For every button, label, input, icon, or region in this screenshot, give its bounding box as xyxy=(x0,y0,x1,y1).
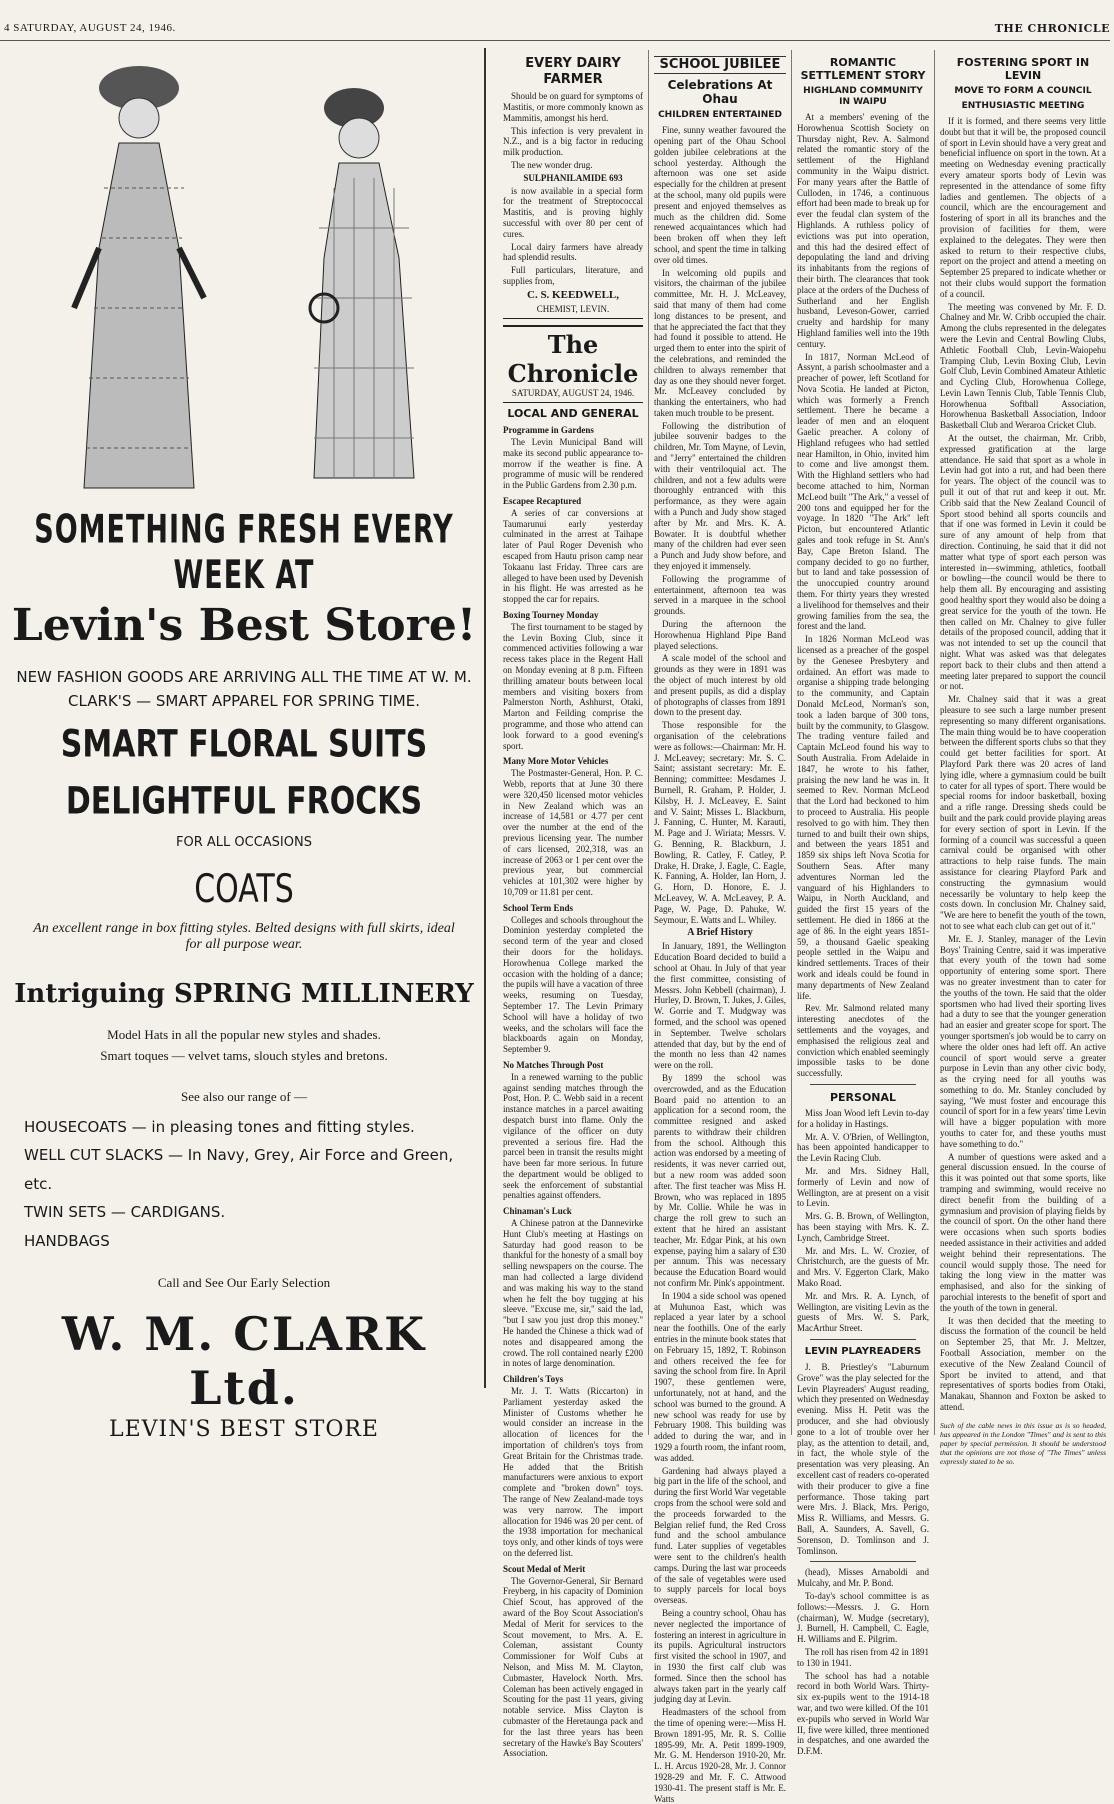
jubilee-subheading: Celebrations At Ohau xyxy=(667,77,773,106)
ad-millinery: Intriguing SPRING MILLINERY xyxy=(14,979,474,1009)
jubilee-heading: SCHOOL JUBILEE xyxy=(654,56,786,74)
paragraph: Mr. J. T. Watts (Riccarton) in Parliament yesterday asked the Minister of Customs whether he would consider an increase in the allocation of licences for the importation of children's toys from Great Britain for the Christmas trade. He added that the British manufacturers were anxious to export complete and "broken down" toys. The range of New Zealand-made toys was very narrow. The import allocation for 1946 was 20 per cent. of the 1938 importation for mechanical toys only, and other kinds of toys were on the deferred list. xyxy=(503,1386,643,1558)
section-title: Programme in Gardens xyxy=(503,425,594,436)
paragraph: The Levin Municipal Band will make its second public appearance to-morrow if the weather is fine. A programme of music will be rendered in the Public Gardens from 2.30 p.m. xyxy=(503,437,643,491)
sport-subheading-2: ENTHUSIASTIC MEETING xyxy=(961,101,1085,112)
paragraph: Mr. A. V. O'Brien, of Wellington, has been appointed handicapper to the Levin Racing Club. xyxy=(797,1131,929,1164)
masthead-date: SATURDAY, AUGUST 24, 1946. xyxy=(503,388,643,403)
history-subheading: A Brief History xyxy=(687,927,753,939)
paragraph: Gardening had always played a big part in the life of the school, and during the first World War vegetable crops from the school were sold and the proceeds forwarded to the Belgian relief fund, the Red Cross fund and the school ambulance fund. Later supplies of vegetables were sent to the children's health camps. During the last war proceeds of the sale of vegetables were used to supply parcels for local boys overseas. xyxy=(654,1465,786,1606)
ad-headline: SOMETHING FRESH EVERY WEEK AT xyxy=(34,507,454,599)
paragraph: In 1904 a side school was opened at Muhunoa East, which was replaced a year later by a school near the foothills. One of the early entries in the minute book states that on February 15, 1892, T. Robinson and others received the fee for saving the school from fire. In April 1907, these gentlemen were, unfortunately, not at hand, and the school was burned to the ground. A new school was ready for use by February 1908. This building was added to during the war, and in 1929 a fourth room, the infant room, was added. xyxy=(654,1290,786,1463)
column-rule xyxy=(934,50,935,1435)
paragraph: The roll has risen from 42 in 1891 to 130 in 1941. xyxy=(797,1646,929,1668)
paragraph: The school has had a notable record in both World Wars. Thirty-six ex-pupils went to the 1914-18 war, and two were killed. Of the 101 ex-pupils who served in World War II, five were killed, three mentioned in despatches, and one awarded the D.F.M. xyxy=(797,1670,929,1757)
column-rule xyxy=(648,50,649,1435)
clark-advertisement xyxy=(4,48,486,1443)
paragraph: A Chinese patron at the Dannevirke Hunt Club's meeting at Hastings on Saturday had good reason to be thankful for the honesty of a small boy selling newspapers on the course. The man had collected a large dividend and was making his way to the stand when he felt the boy tugging at his sleeve. "Excuse me, sir," said the lad, "but I saw you just drop this money." He handed the Chinese a thick wad of notes and disappeared among the crowd. The roll contained nearly £200 in notes of large denomination. xyxy=(503,1218,643,1369)
paragraph: The Governor-General, Sir Bernard Freyberg, in his capacity of Dominion Chief Scout, has approved of the award of the Boy Scout Association's Medal of Merit for services to the Scout movement, to Mrs. A. E. Coleman, assistant County Commissioner for Wolf Cubs at Nelson, and Miss M. M. Clayton, Cubmaster, Havelock North. Mrs. Coleman has been actively engaged in Scouting for the past 11 years, giving notable service. Miss Clayton is cubmaster of the Heretaunga pack and for the last three years has been secretary of the Hawke's Bay Scouters' Association. xyxy=(503,1575,643,1759)
page-header xyxy=(0,22,1114,42)
section-title: No Matches Through Post xyxy=(503,1059,604,1070)
drug-name: SULPHANILAMIDE 693 xyxy=(523,172,623,183)
header-rule xyxy=(0,40,1110,41)
paragraph: To-day's school committee is as follows:—Messrs. J. G. Horn (chairman), W. Mudge (secretary), J. Burnell, H. Campbell, C. Eagle, H. Williams and E. Pilgrim. xyxy=(797,1590,929,1645)
masthead: The Chronicle xyxy=(503,325,643,389)
ad-millinery-line1: Model Hats in all the popular new styles and shades. xyxy=(107,1027,381,1042)
paragraph: Following the distribution of jubilee souvenir badges to the children, Mr. Tom Mayne, of Levin, and "Jerry" entertained the children with their ventriloquial act. The children, and not a few adults were thoroughly entranced with this performance, as they were again with a Punch and Judy show staged after by Mr. and Mrs. K. A. Bowater. It is doubtful whether many of the children had ever seen a Punch and Judy show before, and they enjoyed it immensely. xyxy=(654,420,786,572)
paragraph: If it is formed, and there seems very little doubt but that it will be, the proposed council of sport in Levin should have a very great and beneficial influence on sport in the town. At a meeting on Wednesday evening practically every amateur sports body of Levin was represented in the attendance of some fifty ladies and gentlemen. The objects of a council, which are the encouragement and fostering of sport in all its branches and the provision of facilities for them, were explained to the delegates. They were then asked to return to their respective clubs, report on the project and attend a meeting on September 25 prepared to indicate whether or not their clubs would support the formation of a council. xyxy=(940,115,1106,299)
header-paper-name: THE CHRONICLE xyxy=(994,22,1110,35)
paragraph: Fine, sunny weather favoured the opening part of the Ohau School golden jubilee celebrations at the school yesterday. Although the afternoon was one set aside especially for the children at present at the school, many old pupils were present and enjoyed themselves as much as the children did. Some renewed acquaintances which had been broken off when they left school, and spent the time in talking over old times. xyxy=(654,125,786,265)
ad-items-list xyxy=(24,1113,464,1256)
paragraph: J. B. Priestley's "Laburnum Grove" was the play selected for the Levin Playreaders' August reading, which they presented on Wednesday evening. Miss H. Petit was the producer, and she had obviously gone to a lot of trouble over her play, as the attention to detail, and, in fact, the whole style of the presentation was very pleasing. An excellent cast of readers co-operated with their producer to give a fine performance. Those taking part were Mrs. J. Black, Mrs. Perigo, Miss R. Williams, and Messrs. G. Ball, A. Saunders, A. Savell, G. Sorenson, D. Tomlinson and J. Tomlinson. xyxy=(797,1362,929,1556)
paragraph: Rev. Mr. Salmond related many interesting anecdotes of the settlements and the voyages, and emphasised the religious zeal and conviction which enabled seemingly impossible tasks to be done successfully. xyxy=(797,1003,929,1079)
paragraph: Being a country school, Ohau has never neglected the importance of fostering an interest in agriculture in its pupils. Agricultural instructors first visited the school in 1907, and in 1930 the first calf club was formed. Since then the school has always taken part in the yearly calf judging day at Levin. xyxy=(654,1607,786,1705)
section-title: Scout Medal of Merit xyxy=(503,1563,586,1574)
settlement-heading: ROMANTIC SETTLEMENT STORY xyxy=(800,56,926,83)
divider xyxy=(810,1339,916,1340)
paragraph: This infection is very prevalent in N.Z., and is a big factor in reducing milk production. xyxy=(503,125,643,158)
playreaders-heading: LEVIN PLAYREADERS xyxy=(804,1346,922,1358)
personal-heading: PERSONAL xyxy=(829,1090,897,1104)
section-title: School Term Ends xyxy=(503,902,574,913)
paragraph: Mr. E. J. Stanley, manager of the Levin Boys' Training Centre, said it was imperative that every youth of the town had some opportunity of entering some sport. There was no greater investment than to cater for the youths of the town. He said that the older sportsmen who had lived their sporting lives had a duty to see that the younger generation had an easier and greater scope for sport. The younger sportsmen's job would be to carry on where the older ones had left off. An active council of sport would serve a greater purpose in Levin than any other civic body, as the crying need for all youths was something to do. Mr. Stanley concluded by saying, "We must foster and encourage this council of sport for in a few years' time Levin will have a bigger population with more youths to cater for, and these youths must have something to do." xyxy=(940,933,1106,1149)
paragraph: During the afternoon the Horowhenua Highland Pipe Band played selections. xyxy=(654,619,786,651)
paragraph: In January, 1891, the Wellington Education Board decided to build a school at Ohau. In July of that year the first committee, consisting of Messrs. John Kebbell (chairman), J. Hurley, D. Brown, T. Jukes, J. Giles, W. Gorrie and T. Mudgway was formed, and the school was opened in September. Twelve scholars attended that day, but by the end of the month no less than 42 names were on the roll. xyxy=(654,941,786,1071)
paragraph: By 1899 the school was overcrowded, and as the Education Board paid no attention to an application for a second room, the committee resigned and asked parents to withdraw their children from the school. Although this action was endorsed by a meeting of residents, it was never carried out, but a new room was added soon after. The first teacher was Miss H. Brown, who was replaced in 1895 by Mr. Collie. While he was in charge the roll grew to such an extent that he hired an assistant teacher, Mr. Edgar Pink, at his own expense, paying him a salary of £30 per annum. This was necessary because the Education Board would not confirm Mr. Pink's appointment. xyxy=(654,1072,786,1289)
woman-illustration-left-icon xyxy=(44,48,234,508)
dairy-heading: EVERY DAIRY FARMER xyxy=(525,56,621,87)
paragraph: Miss Joan Wood left Levin to-day for a holiday in Hastings. xyxy=(797,1108,929,1129)
divider xyxy=(810,1084,916,1085)
column-dairy-and-local xyxy=(503,50,643,1759)
ad-item: WELL CUT SLACKS — In Navy, Grey, Air Force and Green, etc. xyxy=(24,1146,454,1193)
paragraph: Following the programme of entertainment, afternoon tea was served in a marquee in the school grounds. xyxy=(654,573,786,617)
paragraph: At the outset, the chairman, Mr. Cribb, expressed gratification at the large attendance. He said that sport as a whole in Levin had got into a rut, and had been there for years. The object of the council was to pull it out of that rut and keep it out. Mr. Cribb said that the New Zealand Council of Sport stood behind all sports councils and that if one was formed in Levin it could be sure of any amount of help from that direction. Continuing, he said that it did not matter what type of sport each person was interested in—swimming, athletics, football or bowling—the council would be there to help them all. By encouraging and assisting good healthy sport they would also be doing a great service for the youth of the town. He then called on Mr. Chalney to give fuller details of the proposed council, adding that it was not intended to set up the council that night. What was asked was that delegates report back to their clubs and then attend a meeting later prepared to support the council or not. xyxy=(940,433,1106,692)
header-date: 4 SATURDAY, AUGUST 24, 1946. xyxy=(4,22,176,34)
paragraph: Mr. and Mrs. L. W. Crozier, of Christchurch, are the guests of Mr. and Mrs. V. Eggerton Clark, Mako Mako Road. xyxy=(797,1245,929,1289)
column-fostering-sport xyxy=(940,50,1106,1466)
ad-frocks: DELIGHTFUL FROCKS xyxy=(65,779,423,824)
sport-heading: FOSTERING SPORT IN LEVIN xyxy=(956,56,1090,83)
paragraph: In welcoming old pupils and visitors, the chairman of the jubilee committee, Mr. H. J. McLeavey, said that many of them had come long distances to be present, and that he appreciated the fact that they had found it possible to attend. He urged them to enter into the spirit of the celebrations, and reminded the children to always remember that day as one they should never forget. Mr. McLeavey concluded by thanking the entertainers, who had taken much trouble to be present. xyxy=(654,267,786,418)
sport-subheading: MOVE TO FORM A COUNCIL xyxy=(954,86,1092,97)
fashion-illustration xyxy=(4,48,484,508)
settlement-subheading: HIGHLAND COMMUNITY IN WAIPU xyxy=(803,86,923,108)
ad-occasions: FOR ALL OCCASIONS xyxy=(176,835,312,850)
paragraph: The meeting was convened by Mr. F. D. Chalney and Mr. W. Cribb occupied the chair. Among the clubs represented in the delegates were the Levin and Central Bowling Clubs, Athletic Football Club, Levin-Waiopehu Tramping Club, Levin Boxing Club, Levin Golf Club, Levin Combined Amateur Athletic and Cycling Club, Horowhenua College, Levin Lawn Tennis Club, Table Tennis Club, Horowhenua Softball Association, Horowhenua Basketball Association, Indoor Basketball Club and Weraroa Cricket Club. xyxy=(940,301,1106,431)
ad-call: Call and See Our Early Selection xyxy=(157,1275,331,1291)
paragraph: A scale model of the school and grounds as they were in 1891 was the object of much interest by old and present pupils, as did a display of photographs of classes from 1891 down to the present day. xyxy=(654,653,786,718)
paragraph: A number of questions were asked and a general discussion ensued. In the course of this it was pointed out that some sports, like tramping and swimming, would receive no direct benefit from the building of a gymnasium and provision of playing fields by the council of sport. On the other hand there were occasions when such sports bodies needed assistance in their activities and added weight behind their representations. The council would supply those. The need for taking the long view in the matter was emphasised, and also for the sinking of parochial interests to the benefit of sport and the youth of the town in general. xyxy=(940,1151,1106,1313)
ad-company-name: W. M. CLARK Ltd. xyxy=(61,1307,427,1416)
ad-item: HANDBAGS xyxy=(24,1231,110,1250)
ad-millinery-line2: Smart toques — velvet tams, slouch styles and bretons. xyxy=(100,1047,388,1063)
ad-item: TWIN SETS — CARDIGANS. xyxy=(24,1203,226,1222)
ad-store-name: Levin's Best Store! xyxy=(11,600,477,651)
local-general-heading: LOCAL AND GENERAL xyxy=(507,407,639,421)
paragraph: The new wonder drug. xyxy=(511,159,593,170)
ad-floral-suits: SMART FLORAL SUITS xyxy=(60,722,428,767)
column-romantic-settlement xyxy=(797,50,929,1757)
paragraph: Local dairy farmers have already had splendid results. xyxy=(503,241,643,263)
paragraph: In 1817, Norman McLeod of Assynt, a parish schoolmaster and a preacher of power, left Scotland for Nova Scotia. He landed at Picton, which was formerly a French settlement. There he became a leader of men and an eloquent Gaelic preacher. A colony of Highland refugees who had settled near Hamilton, in Ohio, invited him to come and live amongst them. With the Highland settlers who had become attached to him, Norman McLeod built "The Ark," a vessel of 200 tons and equipped her for the voyage. In 1820 "The Ark" left Picton, but encountered Atlantic gales and took refuge in St. Ann's Bay, Cape Breton Island. The company decided to go no further, but to land and take possession of the unoccupied country around them. For thirty years they wrested a livelihood for themselves and their growing families from the sea, the forest and the land. xyxy=(797,351,929,632)
section-title: Children's Toys xyxy=(503,1374,564,1385)
divider xyxy=(810,1561,916,1562)
paragraph: Those responsible for the organisation of the celebrations were as follows:—Chairman: Mr. H. J. McLeavey; secretary: Mr. S. C. Saint; assistant secretary: Mr. E. Benning; committee: Mesdames J. Burnell, R. Graham, P. Holder, J. Kilsby, H. J. McLeavey, E. Saint and V. Saint; Misses L. Blackburn, J. Fanning, C. Hunter, M. Karauti, M. Page and J. Wiriata; Messrs. V. G. Benning, R. Blackburn, J. Bowling, R. Catley, F. Catley, P. Drake, H. Drake, J. Eagle, C. Eagle, K. Fanning, A. Holder, Ian Horn, J. G. Horn, D. Honore, E. J. McLeavey, W. A. McLeavey, P. A. Page, W. Page, D. Pahuke, W. Seymour, E. Watts and L. Whiley. xyxy=(654,720,786,925)
paragraph: (head), Misses Arnaboldi and Mulcahy, and Mr. P. Bond. xyxy=(797,1567,929,1589)
paragraph: In a renewed warning to the public against sending matches through the Post, Hon. P. C. Webb said in a recent instance matches in a parcel awaiting despatch burst into flame. Only the vigilance of the officer on duty prevented a serious fire. Had the parcel been in transit the results might have been far more serious. In future the department would be obliged to seek the enforcement of substantial penalties against offenders. xyxy=(503,1071,643,1201)
paragraph: Mrs. G. B. Brown, of Wellington, has been staying with Mrs. K. Z. Lynch, Cambridge Street. xyxy=(797,1211,929,1243)
paragraph: In 1826 Norman McLeod was licensed as a preacher of the gospel by the Genesee Presbytery and ordained. An effort was made to organise a shipping trade belonging to the community, and Captain Donald McLeod, Norman's son, took a laden barque of 300 tons, built by the community, to Glasgow. The trading venture failed and Captain McLeod found his way to South Australia. From Adelaide in 1847, he wrote to his father, praising the new land he was in. It seemed to Rev. Norman McLeod that the Lord had beckoned to him to proceed to Australia. His people resolved to go with him. They then turned to and built their own ships, and between the years 1851 and 1859 six ships left Nova Scotia for Southern Seas. After many adventures Norman led the vanguard of his Highlanders to Waipu, in North Auckland, and guided the first 15 years of the settlement. He died in 1866 at the age of 86. In the eight years 1851-59, a thousand Gaelic speaking people settled in the Waipu and kindred settlements. Traces of their work and ideals could be found in many departments of New Zealand life. xyxy=(797,634,929,1001)
paragraph: Colleges and schools throughout the Dominion yesterday completed the second term of the year and closed their doors for the holidays. Horowhenua College marked the occasion with the holding of a dance; the pupils will have a vacation of three weeks, resuming on Tuesday, September 17. The Levin Primary School will have a holiday of two weeks, and the scholars will face the blackboards again on Monday, September 9. xyxy=(503,914,643,1055)
times-footnote: Such of the cable news in this issue as is so headed, has appeared in the London "Times" and is sent to this paper by special permission. It should be understood that the opinions are not those of "The Times" unless expressly stated to be so. xyxy=(940,1420,1106,1466)
paragraph: Mr. and Mrs. R. A. Lynch, of Wellington, are visiting Levin as the guests of Mrs. W. S. Park, MacArthur Street. xyxy=(797,1290,929,1334)
jubilee-subheading-2: CHILDREN ENTERTAINED xyxy=(658,110,782,121)
section-title: Chinaman's Luck xyxy=(503,1206,572,1217)
paragraph: Headmasters of the school from the time of opening were:—Miss H. Brown 1891-95, Mr. R. S. Collie 1895-99, Mr. A. Petit 1899-1909, Mr. G. M. Henderson 1910-20, Mr. L. H. Arcus 1920-28, Mr. J. Connor 1928-29 and Mr. F. C. Attwood 1930-41. The present staff is Mr. E. Watts xyxy=(654,1707,786,1804)
paragraph: Mr. and Mrs. Sidney Hall, formerly of Levin and now of Wellington, are at present on a visit to Levin. xyxy=(797,1166,929,1209)
section-title: Many More Motor Vehicles xyxy=(503,756,609,767)
section-title: Escapee Recaptured xyxy=(503,496,582,507)
ad-tagline: LEVIN'S BEST STORE xyxy=(109,1417,379,1443)
ad-range-intro: See also our range of — xyxy=(181,1088,307,1104)
ad-intro: NEW FASHION GOODS ARE ARRIVING ALL THE TIME AT W. M. CLARK'S — SMART APPAREL FOR SPRING TIME. xyxy=(16,668,472,710)
section-title: Boxing Tourney Monday xyxy=(503,610,599,621)
column-school-jubilee xyxy=(654,50,786,1804)
ad-item: HOUSECOATS — in pleasing tones and fitting styles. xyxy=(24,1117,415,1136)
paragraph: A series of car conversions at Taumarunui early yesterday culminated in the arrest at Taihape later of Paul Roger Devenish who escaped from Hautu prison camp near Tokaanu last Friday. Three cars are alleged to have been used by Devenish in his flight. He was arrested as he stopped the car for repairs. xyxy=(503,507,643,605)
chemist-location: CHEMIST, LEVIN. xyxy=(503,304,643,319)
chemist-name: C. S. KEEDWELL, xyxy=(527,288,619,301)
paragraph: The first tournament to be staged by the Levin Boxing Club, since it commenced activities following a war recess takes place in the Regent Hall on Monday evening at 8 p.m. Fifteen thrilling amateur bouts between local members and visiting boxers from Palmerston North, Ashhurst, Otaki, Marton and Feilding comprise the programme, and those who attend can look forward to a good evening's sport. xyxy=(503,621,643,751)
ad-coats-desc: An excellent range in box fitting styles. Belted designs with full skirts, ideal for all purpose wear. xyxy=(33,921,455,952)
paragraph: The Postmaster-General, Hon. P. C. Webb, reports that at June 30 there were 320,450 licensed motor vehicles in New Zealand which was an increase of 14,581 or 4.77 per cent over the number at the end of the previous licensing year. The number of cars licensed, 202,318, was an increase of 2063 or 1 per cent over the previous year, but commercial vehicles at 101,302 were higher by 10,709 or 11.81 per cent. xyxy=(503,768,643,897)
woman-illustration-right-icon xyxy=(264,78,454,508)
column-rule xyxy=(791,50,792,1435)
paragraph: is now available in a special form for the treatment of Streptococcal Mastitis, and is proving highly successful with over 80 per cent of cures. xyxy=(503,185,643,239)
paragraph: Mr. Chalney said that it was a great pleasure to see such a large number present representing so many different organisations. The main thing would be to have cooperation between the different sports clubs so that they could get better facilities for sport. At Playford Park there was 20 acres of land lying idle, where a gymnasium could be built to cater for all types of sport. There would be special rooms for indoor basketball, boxing and a rifle range. Dressing sheds could be built and the park could provide playing areas for every section of sport in Levin. If the forming of a council was successful a queen carnival could be organised with other attractions to help raise funds. The main assistance for clearing Playford Park and constructing the gymnasium would necessarily be voluntary to help keep the costs down. In conclusion Mr. Chalney said, "We are here to benefit the youth of the town, not to see what each club can get out of it." xyxy=(940,694,1106,931)
paragraph: Should be on guard for symptoms of Mastitis, or more commonly known as Mammitis, amongst his herd. xyxy=(503,91,643,123)
paragraph: Full particulars, literature, and supplies from, xyxy=(503,265,643,286)
paragraph: It was then decided that the meeting to discuss the formation of the council be held on September 25, that Mr. J. Meltzer, Football Association, member on the executive of the New Zealand Council of Sport be invited to attend, and that representatives of sports bodies from Otaki, Manakau, Shannon and Foxton be asked to attend. xyxy=(940,1315,1106,1412)
paragraph: At a members' evening of the Horowhenua Scottish Society on Thursday night, Rev. A. Salmond related the romantic story of the settlement of the Highland community in the Waipu district. For many years after the Battle of Culloden, in 1746, a continuous effort had been made to break up for ever the feudal clan system of the Highlands. A ruthless policy of evictions was put into operation, and this had the desired effect of depopulating the land and driving its inhabitants from the regions of their birth. The clearances that took place at the orders of the Duchess of Sutherland and her English husband, Leveson-Gower, carried cruelty and hardship for many Highland families well into the 19th century. xyxy=(797,111,929,349)
ad-coats: COATS xyxy=(194,866,294,913)
